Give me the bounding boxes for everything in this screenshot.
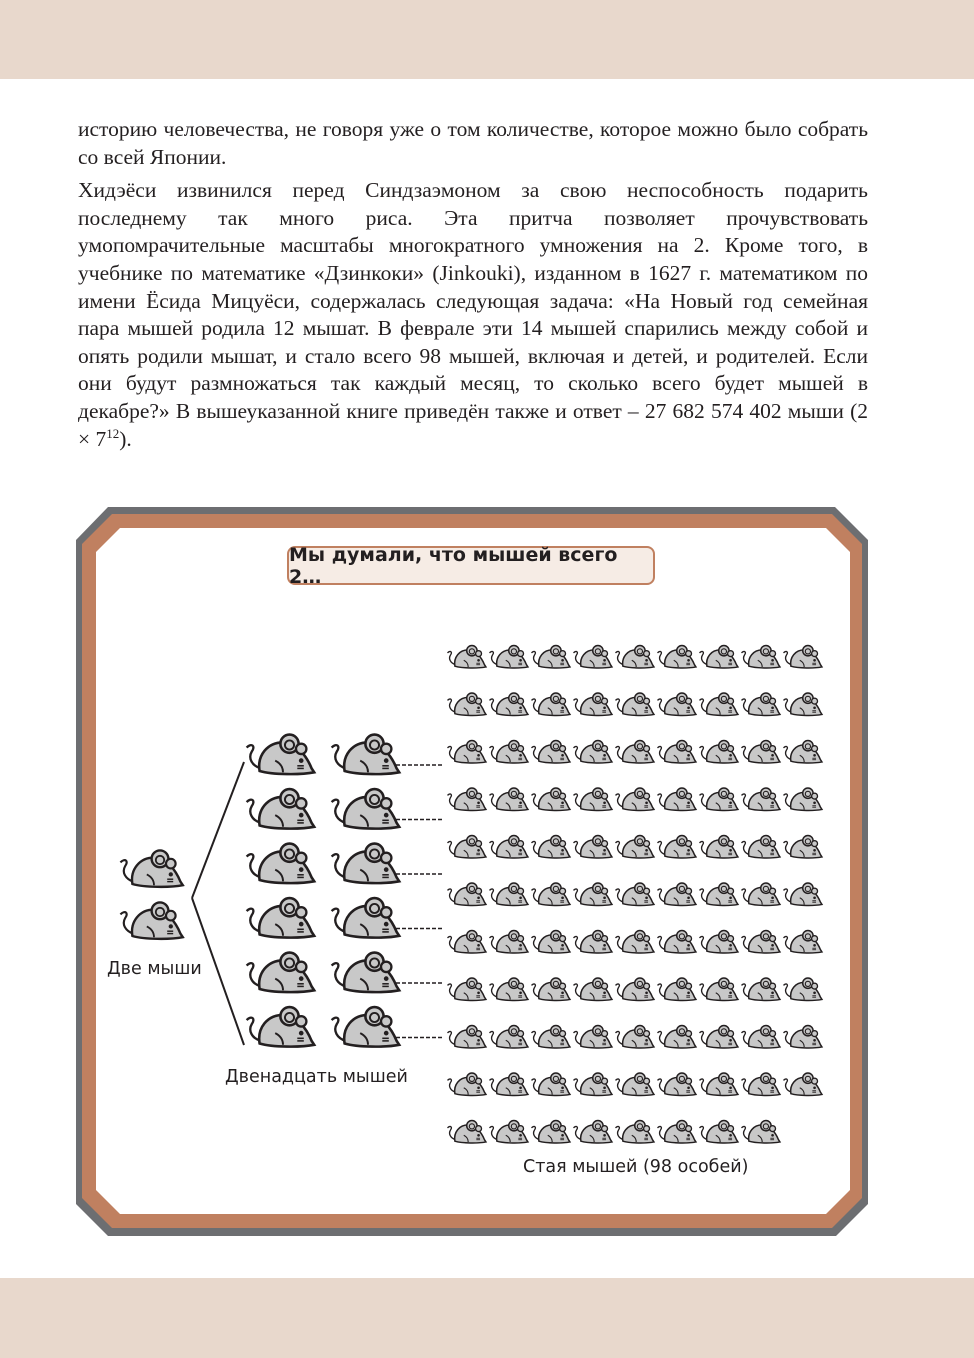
flock-mouse bbox=[615, 978, 653, 1000]
child-mouse bbox=[332, 953, 400, 993]
figure-title: Мы думали, что мышей всего 2… bbox=[287, 546, 655, 585]
child-mouse bbox=[247, 844, 315, 884]
flock-mouse bbox=[447, 1073, 485, 1095]
flock-mice bbox=[447, 645, 821, 1142]
flock-mouse bbox=[447, 978, 485, 1000]
child-mouse bbox=[332, 844, 400, 884]
flock-mouse bbox=[699, 883, 737, 905]
flock-mouse bbox=[657, 1025, 695, 1047]
label-parents: Две мыши bbox=[107, 959, 202, 979]
flock-mouse bbox=[489, 1120, 527, 1142]
flock-mouse bbox=[699, 1073, 737, 1095]
flock-mouse bbox=[657, 883, 695, 905]
flock-mouse bbox=[531, 1073, 569, 1095]
flock-mouse bbox=[699, 835, 737, 857]
flock-mouse bbox=[699, 1025, 737, 1047]
flock-mouse bbox=[615, 645, 653, 667]
child-mouse bbox=[247, 953, 315, 993]
flock-mouse bbox=[447, 645, 485, 667]
flock-mouse bbox=[489, 788, 527, 810]
child-mouse bbox=[247, 735, 315, 775]
flock-mouse bbox=[741, 1025, 779, 1047]
parent-mouse bbox=[120, 902, 182, 938]
child-mouse bbox=[332, 735, 400, 775]
flock-mouse bbox=[657, 693, 695, 715]
flock-mouse bbox=[783, 930, 821, 952]
flock-mouse bbox=[447, 1025, 485, 1047]
flock-mouse bbox=[489, 978, 527, 1000]
flock-mouse bbox=[531, 978, 569, 1000]
flock-mouse bbox=[573, 1073, 611, 1095]
flock-mouse bbox=[699, 1120, 737, 1142]
flock-mouse bbox=[657, 835, 695, 857]
flock-mouse bbox=[657, 740, 695, 762]
flock-mouse bbox=[741, 835, 779, 857]
flock-mouse bbox=[531, 693, 569, 715]
flock-mouse bbox=[489, 883, 527, 905]
flock-mouse bbox=[741, 645, 779, 667]
flock-mouse bbox=[699, 978, 737, 1000]
flock-mouse bbox=[531, 1120, 569, 1142]
flock-mouse bbox=[447, 883, 485, 905]
flock-mouse bbox=[531, 883, 569, 905]
flock-mouse bbox=[573, 693, 611, 715]
flock-mouse bbox=[573, 835, 611, 857]
child-mouse bbox=[332, 789, 400, 829]
flock-mouse bbox=[615, 835, 653, 857]
flock-mouse bbox=[783, 645, 821, 667]
flock-mouse bbox=[741, 1120, 779, 1142]
flock-mouse bbox=[447, 835, 485, 857]
flock-mouse bbox=[615, 740, 653, 762]
flock-mouse bbox=[573, 930, 611, 952]
flock-mouse bbox=[783, 788, 821, 810]
flock-mouse bbox=[447, 788, 485, 810]
child-mouse bbox=[247, 1007, 315, 1047]
flock-mouse bbox=[699, 930, 737, 952]
flock-mouse bbox=[489, 693, 527, 715]
flock-mouse bbox=[615, 883, 653, 905]
flock-mouse bbox=[447, 930, 485, 952]
flock-mouse bbox=[699, 740, 737, 762]
flock-mouse bbox=[447, 693, 485, 715]
flock-mouse bbox=[657, 930, 695, 952]
flock-mouse bbox=[573, 1120, 611, 1142]
flock-mouse bbox=[741, 978, 779, 1000]
flock-mouse bbox=[447, 1120, 485, 1142]
flock-mouse bbox=[573, 788, 611, 810]
label-flock: Стая мышей (98 особей) bbox=[523, 1157, 749, 1177]
flock-mouse bbox=[615, 930, 653, 952]
flock-mouse bbox=[783, 883, 821, 905]
label-children: Двенадцать мышей bbox=[225, 1067, 408, 1087]
child-mouse bbox=[247, 789, 315, 829]
flock-mouse bbox=[783, 1073, 821, 1095]
flock-mouse bbox=[783, 740, 821, 762]
child-mouse bbox=[332, 898, 400, 938]
flock-mouse bbox=[741, 1073, 779, 1095]
flock-mouse bbox=[699, 693, 737, 715]
flock-mouse bbox=[615, 1120, 653, 1142]
flock-mouse bbox=[615, 1025, 653, 1047]
flock-mouse bbox=[489, 1073, 527, 1095]
flock-mouse bbox=[447, 740, 485, 762]
flock-mouse bbox=[531, 930, 569, 952]
paragraph-1: историю человечества, не говоря уже о том количестве, которое можно было собрать со всей Японии. bbox=[78, 117, 868, 169]
flock-mouse bbox=[531, 835, 569, 857]
child-mouse bbox=[247, 898, 315, 938]
flock-mouse bbox=[531, 740, 569, 762]
flock-mouse bbox=[489, 835, 527, 857]
parent-mouse bbox=[120, 850, 182, 886]
flock-mouse bbox=[657, 978, 695, 1000]
flock-mouse bbox=[489, 645, 527, 667]
flock-mouse bbox=[699, 788, 737, 810]
flock-mouse bbox=[531, 1025, 569, 1047]
flock-mouse bbox=[573, 1025, 611, 1047]
exponent: 12 bbox=[106, 425, 120, 441]
flock-mouse bbox=[615, 693, 653, 715]
flock-mouse bbox=[741, 788, 779, 810]
paragraph-2-tail: ). bbox=[119, 426, 132, 451]
flock-mouse bbox=[741, 693, 779, 715]
flock-mouse bbox=[783, 978, 821, 1000]
flock-mouse bbox=[573, 740, 611, 762]
flock-mouse bbox=[489, 1025, 527, 1047]
flock-mouse bbox=[741, 883, 779, 905]
flock-mouse bbox=[657, 1120, 695, 1142]
parent-mice bbox=[120, 850, 182, 938]
flock-mouse bbox=[489, 930, 527, 952]
flock-mouse bbox=[657, 788, 695, 810]
flock-mouse bbox=[531, 645, 569, 667]
flock-mouse bbox=[741, 930, 779, 952]
flock-mouse bbox=[489, 740, 527, 762]
flock-mouse bbox=[573, 883, 611, 905]
flock-mouse bbox=[783, 1025, 821, 1047]
flock-mouse bbox=[657, 1073, 695, 1095]
flock-mouse bbox=[783, 835, 821, 857]
flock-mouse bbox=[615, 1073, 653, 1095]
flock-mouse bbox=[699, 645, 737, 667]
children-mice bbox=[247, 735, 400, 1047]
paragraph-2-text: Хидэёси извинился перед Синдзаэмоном за свою неспособность подарить последнему так много риса. Эта притча позволяет прочувствовать умопомрачительные масштабы многократного умножения на 2. Кроме того, в учебнике по математике «Дзинкоки» (Jinkouki), изданном в 1627 г. математиком по имени Ёсида Мицуёси, содержалась следующая задача: «На Новый год семейная пара мышей родила 12 мышат. В феврале эти 14 мышей спарились между собой и опять родили мышат, и стало всего 98 мышей, включая и детей, и родителей. Если они будут размножаться так каждый месяц, то сколько всего будет мышей в декабре?» В вышеуказанной книге приведён также и ответ – 27 682 574 402 мыши (2 × 7 bbox=[78, 178, 868, 451]
flock-mouse bbox=[531, 788, 569, 810]
flock-mouse bbox=[615, 788, 653, 810]
flock-mouse bbox=[783, 693, 821, 715]
flock-mouse bbox=[573, 645, 611, 667]
flock-mouse bbox=[657, 645, 695, 667]
child-mouse bbox=[332, 1007, 400, 1047]
flock-mouse bbox=[741, 740, 779, 762]
footer-band bbox=[0, 1278, 974, 1358]
flock-mouse bbox=[573, 978, 611, 1000]
